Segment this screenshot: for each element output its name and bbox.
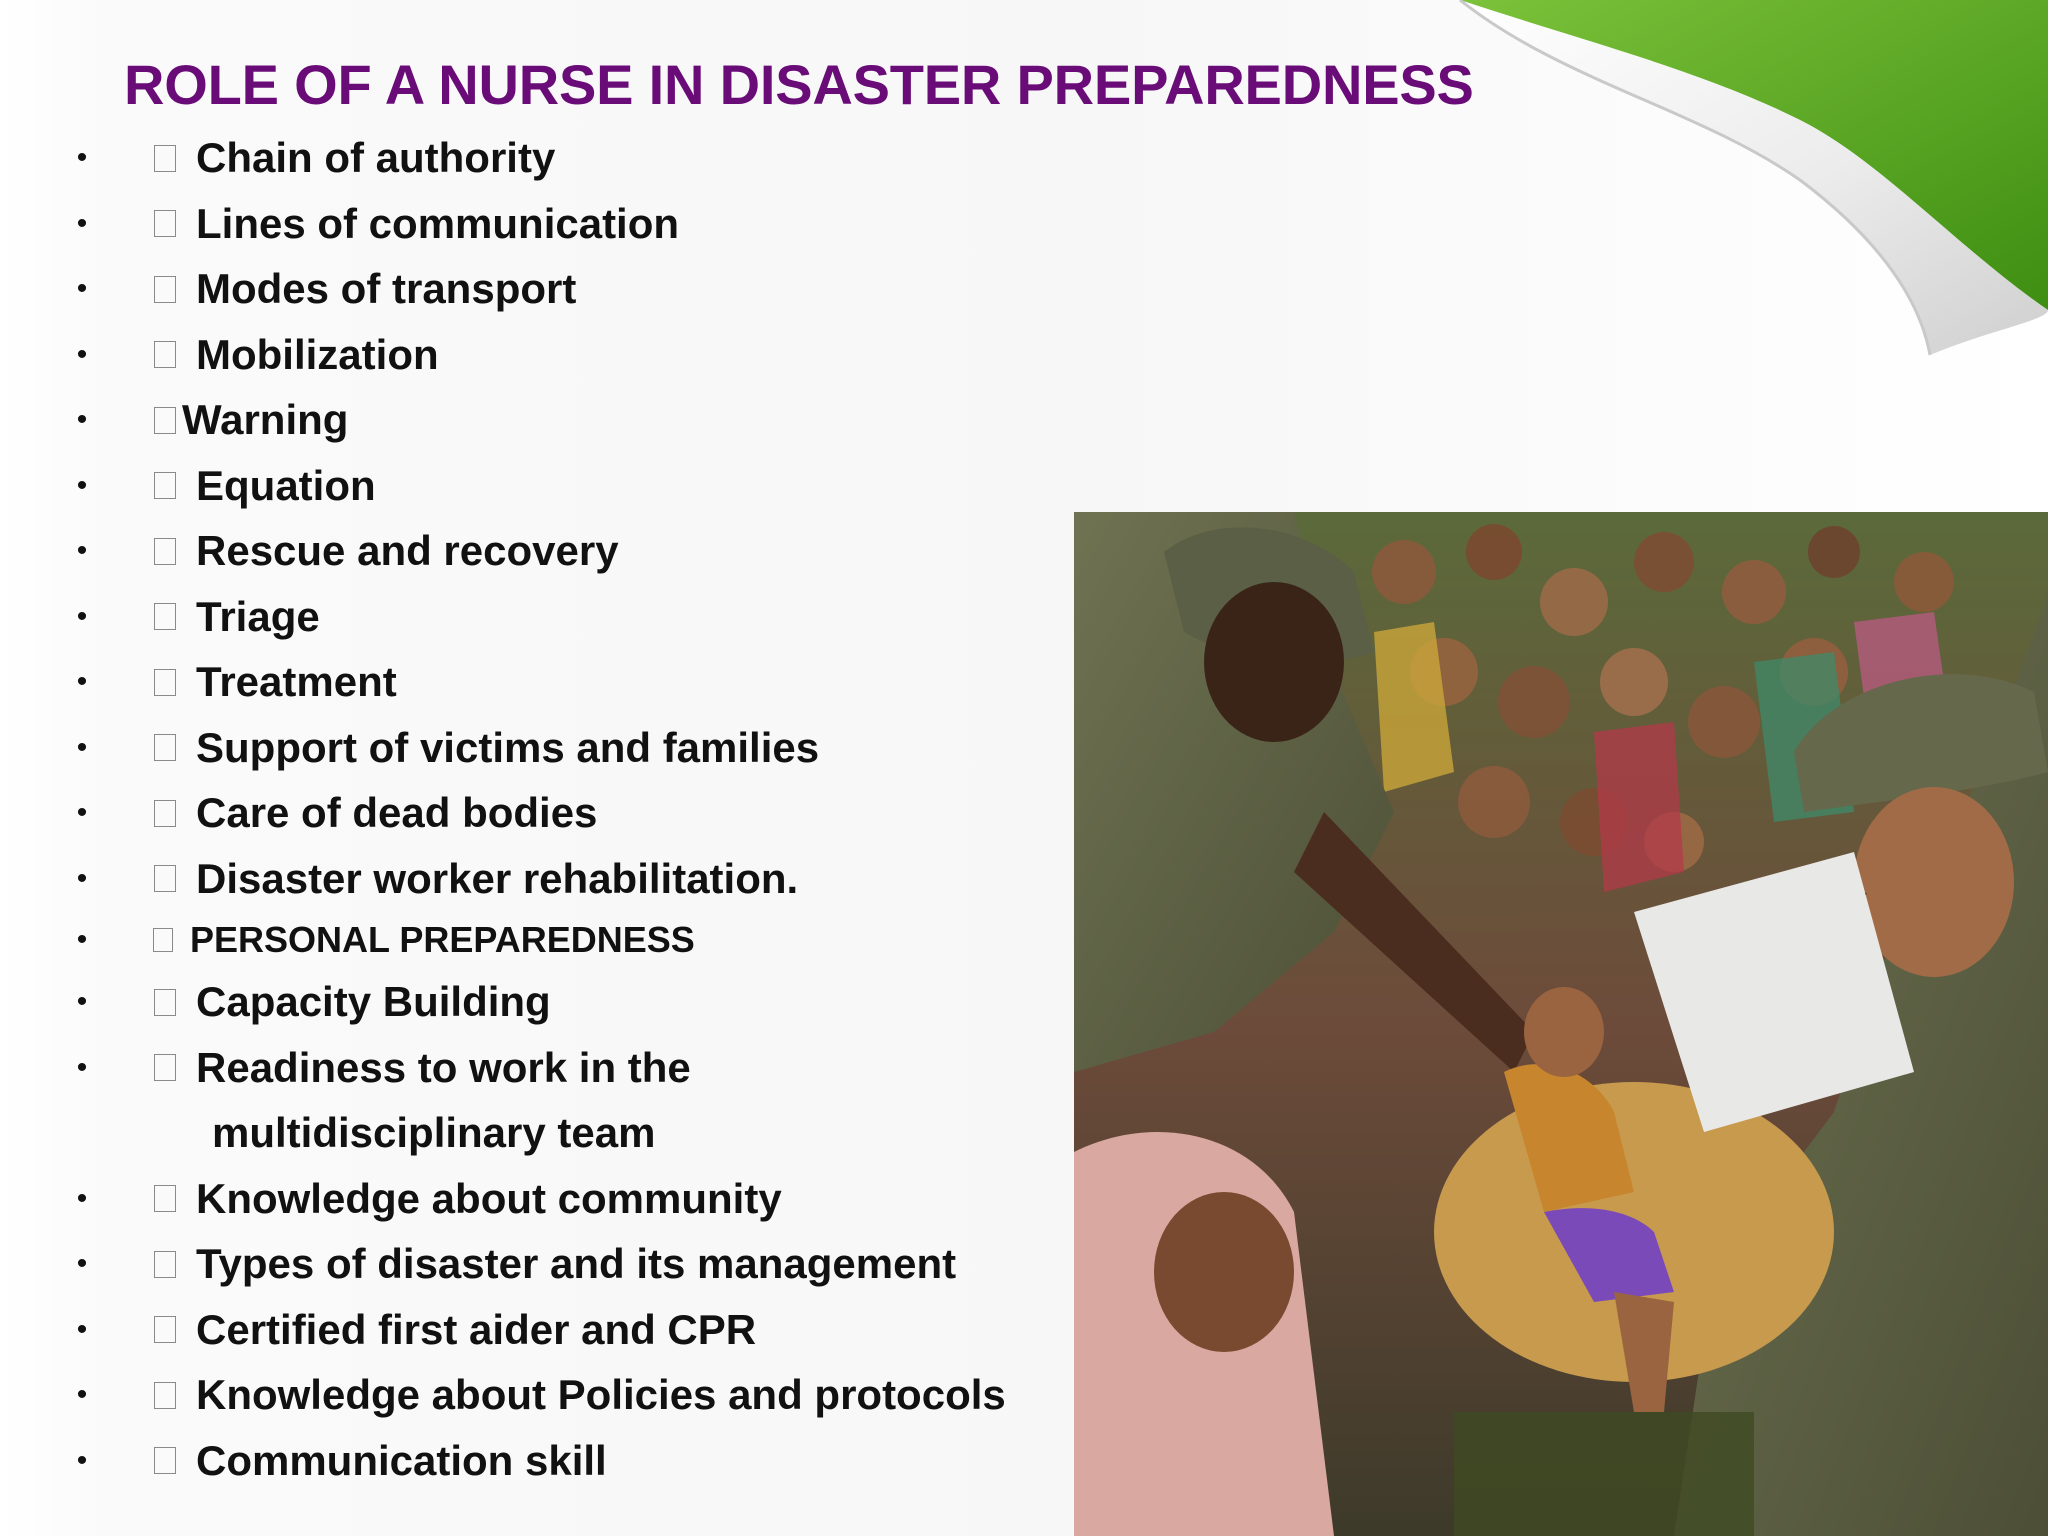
missing-glyph-box-icon (154, 276, 176, 303)
missing-glyph-box-icon (154, 669, 176, 696)
bullet-icon: • (76, 272, 88, 305)
list-item-text: Mobilization (196, 330, 439, 378)
list-item-text: Equation (196, 461, 376, 509)
missing-glyph-box-icon (154, 145, 176, 172)
list-item-text: Capacity Building (196, 978, 551, 1025)
bullet-icon: • (76, 599, 88, 633)
list-item-text: Communication skill (196, 1436, 607, 1484)
bullet-icon: • (76, 730, 88, 764)
bullet-icon: • (76, 665, 88, 698)
list-item (0, 322, 1080, 388)
list-item-text: Triage (196, 592, 320, 640)
missing-glyph-box-icon (154, 734, 176, 761)
list-item-text: Care of dead bodies (196, 789, 598, 836)
missing-glyph-box-icon (154, 865, 176, 892)
list-item (0, 780, 1080, 846)
list-item (0, 1035, 1080, 1101)
list-item-text: Treatment (196, 658, 397, 705)
bullet-icon: • (76, 1050, 88, 1084)
list-item-text: multidisciplinary team (212, 1109, 656, 1156)
missing-glyph-box-icon (154, 341, 176, 368)
list-item-text: Lines of communication (196, 199, 680, 247)
bullet-icon: • (76, 1181, 88, 1215)
list-item-text: Warning (182, 396, 349, 443)
list-item (0, 1166, 1080, 1232)
missing-glyph-box-icon (154, 989, 176, 1016)
list-item-text: Rescue and recovery (196, 527, 619, 574)
missing-glyph-box-icon (153, 928, 173, 952)
bullet-icon: • (76, 861, 88, 895)
bullet-icon: • (76, 1378, 88, 1411)
list-item (0, 969, 1080, 1035)
list-item (0, 518, 1080, 584)
bullet-icon: • (76, 796, 88, 829)
list-item-text: PERSONAL PREPAREDNESS (190, 919, 695, 960)
bullet-icon: • (76, 985, 88, 1018)
bullet-icon: • (76, 337, 88, 371)
list-item (0, 1362, 1080, 1428)
list-item-continuation (0, 1100, 1080, 1166)
list-item-text: Knowledge about community (196, 1174, 782, 1222)
bullet-icon: • (76, 1312, 88, 1346)
missing-glyph-box-icon (154, 407, 176, 434)
list-item (0, 256, 1080, 322)
list-item (0, 125, 1080, 191)
list-item (0, 715, 1080, 781)
disaster-medical-camp-photo (1074, 512, 2048, 1536)
list-item (0, 911, 1080, 969)
list-item-text: Disaster worker rehabilitation. (196, 854, 799, 902)
list-item-text: Certified first aider and CPR (196, 1305, 757, 1353)
bullet-icon: • (76, 468, 88, 502)
missing-glyph-box-icon (154, 1316, 176, 1343)
bullet-icon: • (76, 1247, 88, 1280)
missing-glyph-box-icon (154, 1447, 176, 1474)
list-item (0, 191, 1080, 257)
list-item-text: Support of victims and families (196, 723, 820, 771)
list-item (0, 846, 1080, 912)
list-item (0, 584, 1080, 650)
bullet-icon: • (76, 923, 88, 956)
list-item (0, 649, 1080, 715)
bullet-icon: • (76, 206, 88, 240)
bullet-icon: • (76, 1443, 88, 1477)
missing-glyph-box-icon (154, 1054, 176, 1081)
missing-glyph-box-icon (154, 210, 176, 237)
missing-glyph-box-icon (154, 603, 176, 630)
list-item (0, 1428, 1080, 1494)
list-item (0, 1231, 1080, 1297)
slide-title: ROLE OF A NURSE IN DISASTER PREPAREDNESS (124, 53, 1474, 116)
bullet-icon: • (76, 534, 88, 567)
missing-glyph-box-icon (154, 1382, 176, 1409)
list-item-text: Readiness to work in the (196, 1043, 691, 1091)
list-item-text: Knowledge about Policies and protocols (196, 1371, 1006, 1418)
bullet-list (0, 125, 1080, 1493)
list-item (0, 453, 1080, 519)
list-item-text: Types of disaster and its management (196, 1240, 957, 1287)
bullet-icon: • (76, 403, 88, 436)
missing-glyph-box-icon (154, 472, 176, 499)
list-item-text: Chain of authority (196, 134, 556, 181)
list-item-text: Modes of transport (196, 265, 577, 312)
missing-glyph-box-icon (154, 800, 176, 827)
missing-glyph-box-icon (154, 1185, 176, 1212)
missing-glyph-box-icon (154, 1251, 176, 1278)
photo-illustration (1074, 512, 2048, 1536)
missing-glyph-box-icon (154, 538, 176, 565)
bullet-icon: • (76, 141, 88, 174)
list-item (0, 1297, 1080, 1363)
list-item (0, 387, 1080, 453)
